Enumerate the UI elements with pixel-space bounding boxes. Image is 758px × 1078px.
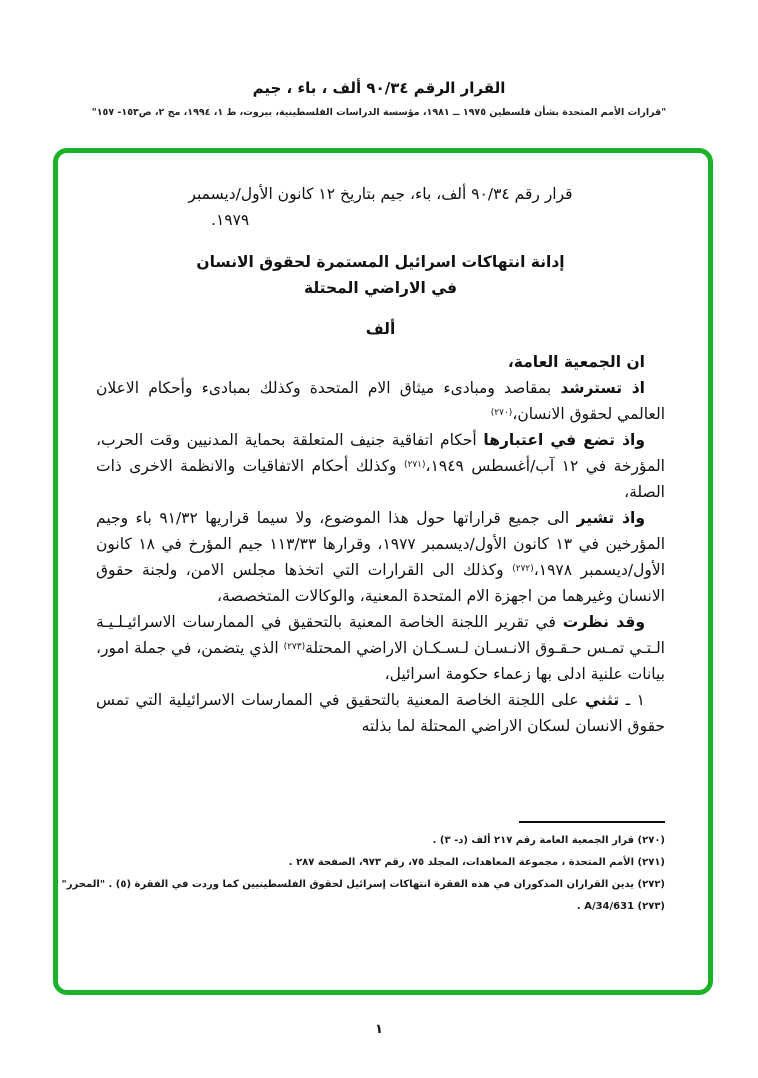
paragraph: واذ تشير الى جميع قراراتها حول هذا الموضوع، ولا سيما قراريها ٩١/٣٢ باء وجيم المؤرخين في ١٣ كانون الأول/ديسمبر ١٩٧٧، وقرارها ١١٣/٣٣ جيم المؤرخ في ١٨ كانون الأول/ديسمبر ١٩٧٨،$^{(٢٧٢)}$ وكذلك الى القرارات التي اتخذها مجلس الامن، ولجنة حقوق الانسان وغيرهما من اجهزة الام المتحدة المعنية، والوكالات المتخصصة،	[96, 509, 665, 605]
footnote-reference: (٢٧١)	[404, 460, 426, 470]
footnote-separator	[519, 821, 665, 823]
resolution-heading-line-2	[96, 207, 665, 233]
footnote-reference: (٢٧٠)	[490, 408, 513, 418]
document-title: القرار الرقم ٩٠/٣٤ ألف ، باء ، جيم	[252, 79, 506, 97]
footnote: (٢٧٢) يدين القراران المذكوران في هذه الفقرة انتهاكات إسرائيل لحقوق الفلسطينيين كما وردت في الفقرة (٥) . "المحرر"	[61, 879, 665, 890]
footnote: (٢٧٣) A/34/631 .	[576, 901, 665, 912]
footnote: (٢٧١) الأمم المتحدة ، مجموعة المعاهدات، المجلد ٧٥، رقم ٩٧٣، الصفحة ٢٨٧ .	[288, 857, 665, 868]
resolution-body	[58, 153, 708, 739]
content-border-box	[53, 148, 713, 995]
paragraph: واذ تضع في اعتبارها أحكام اتفاقية جنيف المتعلقة بحماية المدنيين وقت الحرب، المؤرخة في ١٢ آب/أغسطس ١٩٤٩،$^{(٢٧١)}$ وكذلك أحكام الاتفاقيات والانظمة الاخرى ذات الصلة،	[96, 431, 665, 501]
footnote-list	[61, 830, 665, 918]
paragraph: وقد نظرت في تقرير اللجنة الخاصة المعنية بالتحقيق في الممارسات الاسرائيـلـيـة الـتـي تمـس حـقـوق الانـسـان لـسـكـان الاراضي المحتلة$^{(٢٧٣)}$ الذي يتضمن، في جملة امور، بيانات علنية ادلى بها زعماء حكومة اسرائيل،	[96, 613, 665, 683]
footnote-reference: (٢٧٣)	[283, 642, 306, 652]
resolution-subject-line-1: إدانة انتهاكات اسرائيل المستمرة لحقوق الانسان	[196, 253, 565, 271]
section-label: ألف	[365, 320, 396, 338]
paragraph: ان الجمعية العامة،	[507, 353, 645, 371]
resolution-heading-line-1: قرار رقم ٩٠/٣٤ ألف، باء، جيم بتاريخ ١٢ كانون الأول/ديسمبر	[188, 185, 573, 203]
resolution-subject-line-2: في الاراضي المحتلة	[303, 279, 458, 297]
page-number: ١	[375, 1022, 383, 1037]
resolution-heading-year: ١٩٧٩.	[211, 211, 250, 229]
paragraph: ١ ـ تثني على اللجنة الخاصة المعنية بالتحقيق في الممارسات الاسرائيلية التي تمس حقوق الانسان لسكان الاراضي المحتلة لما بذلته	[96, 691, 665, 735]
footnote-reference: (٢٧٢)	[512, 564, 534, 574]
footnotes-block	[61, 821, 665, 918]
paragraph: اذ تسترشد بمقاصد ومبادىء ميثاق الام المتحدة وكذلك بمبادىء وأحكام الاعلان العالمي لحقوق الانسان،$^{(٢٧٠)}$	[96, 379, 665, 423]
footnote: (٢٧٠) قرار الجمعية العامة رقم ٢١٧ ألف (د- ٣) .	[432, 835, 665, 846]
document-source-citation: "قرارات الأمم المتحدة بشأن فلسطين ١٩٧٥ ــ ١٩٨١، مؤسسة الدراسات الفلسطينية، بيروت، ط ١، ١٩٩٤، مج ٢، ص١٥٣- ١٥٧"	[91, 107, 667, 118]
resolution-paragraphs	[96, 349, 665, 739]
